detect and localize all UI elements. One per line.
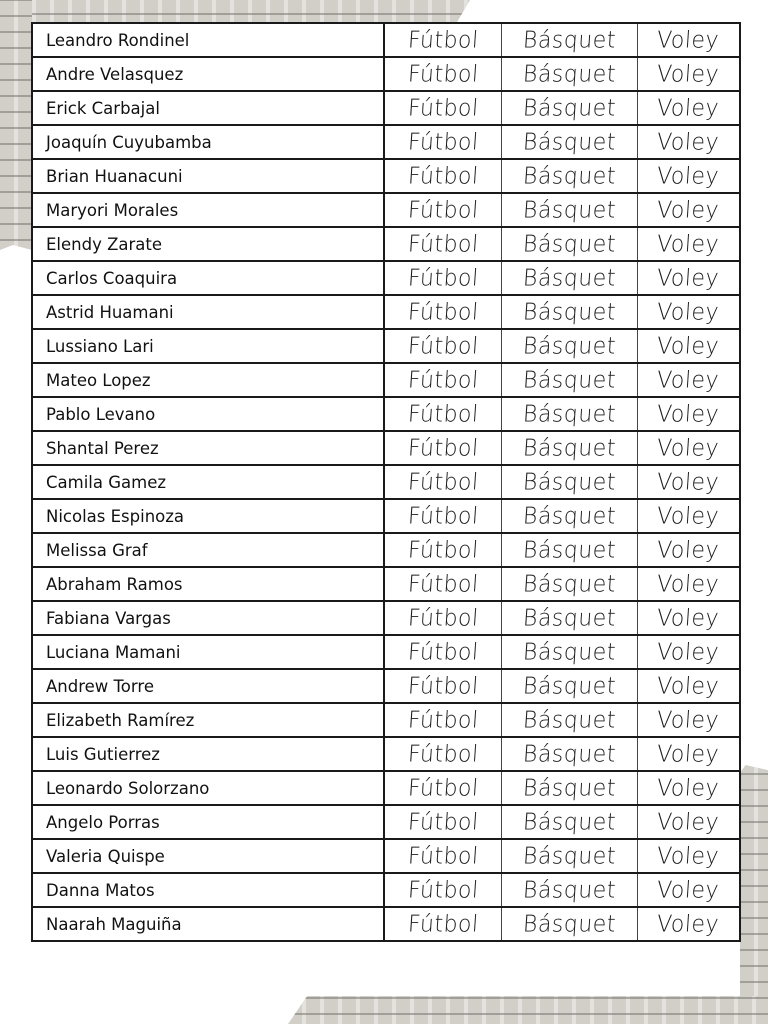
sport-option-basquet[interactable] <box>501 567 637 601</box>
sport-option-basquet[interactable] <box>501 397 637 431</box>
sport-option-voley[interactable] <box>637 805 740 839</box>
sport-label: Fútbol <box>406 60 479 88</box>
student-name: Melissa Graf <box>32 533 384 567</box>
sport-label: Fútbol <box>406 468 479 496</box>
table-row <box>32 499 740 533</box>
sport-label: Fútbol <box>406 264 479 292</box>
sport-label: Fútbol <box>406 400 479 428</box>
sport-option-basquet[interactable] <box>501 533 637 567</box>
sport-label: Básquet <box>521 604 617 632</box>
sport-label: Básquet <box>521 400 617 428</box>
table-row <box>32 193 740 227</box>
sport-label: Básquet <box>521 706 617 734</box>
sport-option-basquet[interactable] <box>501 499 637 533</box>
sport-option-futbol[interactable] <box>384 533 502 567</box>
sport-option-voley[interactable] <box>637 737 740 771</box>
sport-option-basquet[interactable] <box>501 227 637 261</box>
student-name: Luis Gutierrez <box>32 737 384 771</box>
table-row <box>32 329 740 363</box>
student-name: Maryori Morales <box>32 193 384 227</box>
sport-option-voley[interactable] <box>637 295 740 329</box>
sport-label: Fútbol <box>406 706 479 734</box>
sport-label: Fútbol <box>406 536 479 564</box>
student-name: Leonardo Solorzano <box>32 771 384 805</box>
student-name: Danna Matos <box>32 873 384 907</box>
sport-label: Básquet <box>521 366 617 394</box>
sport-label: Voley <box>656 400 721 428</box>
table-row <box>32 737 740 771</box>
sport-option-basquet[interactable] <box>501 363 637 397</box>
sport-label: Voley <box>656 298 721 326</box>
sport-option-voley[interactable] <box>637 907 740 941</box>
student-name: Lussiano Lari <box>32 329 384 363</box>
student-name: Camila Gamez <box>32 465 384 499</box>
sport-option-basquet[interactable] <box>501 431 637 465</box>
sport-label: Fútbol <box>406 196 479 224</box>
sport-option-basquet[interactable] <box>501 703 637 737</box>
table-row <box>32 295 740 329</box>
student-name: Naarah Maguiña <box>32 907 384 941</box>
sport-option-basquet[interactable] <box>501 737 637 771</box>
table-row <box>32 771 740 805</box>
sport-label: Fútbol <box>406 604 479 632</box>
sport-option-voley[interactable] <box>637 125 740 159</box>
student-name: Leandro Rondinel <box>32 23 384 57</box>
sport-option-futbol[interactable] <box>384 567 502 601</box>
table-row <box>32 635 740 669</box>
sport-label: Voley <box>656 706 721 734</box>
sport-option-voley[interactable] <box>637 159 740 193</box>
sport-label: Voley <box>656 570 721 598</box>
sport-label: Básquet <box>521 502 617 530</box>
sport-label: Fútbol <box>406 910 479 938</box>
student-name: Elizabeth Ramírez <box>32 703 384 737</box>
table-row <box>32 465 740 499</box>
sport-option-voley[interactable] <box>637 669 740 703</box>
table-row <box>32 431 740 465</box>
sport-label: Voley <box>656 876 721 904</box>
sport-option-voley[interactable] <box>637 193 740 227</box>
student-name: Elendy Zarate <box>32 227 384 261</box>
student-name: Fabiana Vargas <box>32 601 384 635</box>
sport-option-voley[interactable] <box>637 329 740 363</box>
sport-label: Fútbol <box>406 638 479 666</box>
sport-option-voley[interactable] <box>637 431 740 465</box>
sport-option-basquet[interactable] <box>501 23 637 57</box>
sport-option-basquet[interactable] <box>501 193 637 227</box>
sport-option-futbol[interactable] <box>384 601 502 635</box>
sport-option-futbol[interactable] <box>384 193 502 227</box>
sport-option-futbol[interactable] <box>384 261 502 295</box>
sport-label: Fútbol <box>406 26 479 54</box>
student-name: Valeria Quispe <box>32 839 384 873</box>
sport-option-basquet[interactable] <box>501 295 637 329</box>
sport-option-voley[interactable] <box>637 363 740 397</box>
stone-texture-right <box>740 765 768 1024</box>
sport-label: Básquet <box>521 536 617 564</box>
table-row <box>32 533 740 567</box>
sport-label: Fútbol <box>406 502 479 530</box>
sport-option-voley[interactable] <box>637 601 740 635</box>
student-name: Joaquín Cuyubamba <box>32 125 384 159</box>
sport-option-futbol[interactable] <box>384 669 502 703</box>
sport-option-futbol[interactable] <box>384 703 502 737</box>
sport-option-futbol[interactable] <box>384 839 502 873</box>
table-row <box>32 567 740 601</box>
sport-option-futbol[interactable] <box>384 57 502 91</box>
sport-option-basquet[interactable] <box>501 669 637 703</box>
sport-label: Básquet <box>521 808 617 836</box>
sport-option-futbol[interactable] <box>384 737 502 771</box>
sport-option-voley[interactable] <box>637 635 740 669</box>
sport-label: Voley <box>656 536 721 564</box>
sport-option-voley[interactable] <box>637 839 740 873</box>
sport-option-voley[interactable] <box>637 499 740 533</box>
sport-option-voley[interactable] <box>637 873 740 907</box>
sport-label: Fútbol <box>406 332 479 360</box>
stone-texture-bottom <box>288 996 768 1024</box>
sport-label: Básquet <box>521 638 617 666</box>
sport-label: Básquet <box>521 672 617 700</box>
sport-option-basquet[interactable] <box>501 329 637 363</box>
sport-option-futbol[interactable] <box>384 295 502 329</box>
table-row <box>32 839 740 873</box>
sport-option-basquet[interactable] <box>501 601 637 635</box>
table-row <box>32 669 740 703</box>
sport-option-voley[interactable] <box>637 567 740 601</box>
sport-option-futbol[interactable] <box>384 23 502 57</box>
sport-option-voley[interactable] <box>637 771 740 805</box>
sport-label: Fútbol <box>406 366 479 394</box>
student-name: Erick Carbajal <box>32 91 384 125</box>
sport-label: Básquet <box>521 740 617 768</box>
sport-option-futbol[interactable] <box>384 159 502 193</box>
sport-label: Básquet <box>521 774 617 802</box>
sport-option-futbol[interactable] <box>384 907 502 941</box>
sport-label: Fútbol <box>406 434 479 462</box>
sport-label: Básquet <box>521 434 617 462</box>
sport-option-futbol[interactable] <box>384 805 502 839</box>
student-name: Abraham Ramos <box>32 567 384 601</box>
sport-option-basquet[interactable] <box>501 771 637 805</box>
table-row <box>32 363 740 397</box>
sport-option-voley[interactable] <box>637 533 740 567</box>
sport-option-basquet[interactable] <box>501 125 637 159</box>
sport-label: Voley <box>656 366 721 394</box>
sport-label: Voley <box>656 774 721 802</box>
sport-label: Voley <box>656 264 721 292</box>
sport-label: Voley <box>656 94 721 122</box>
table-row <box>32 125 740 159</box>
sport-label: Voley <box>656 808 721 836</box>
table-row <box>32 261 740 295</box>
sport-option-basquet[interactable] <box>501 873 637 907</box>
stone-texture-top <box>0 0 470 24</box>
sport-option-voley[interactable] <box>637 91 740 125</box>
stone-texture-left <box>0 0 32 250</box>
sport-label: Voley <box>656 910 721 938</box>
sport-option-voley[interactable] <box>637 261 740 295</box>
sport-option-futbol[interactable] <box>384 635 502 669</box>
sport-option-voley[interactable] <box>637 23 740 57</box>
sport-label: Voley <box>656 842 721 870</box>
student-sports-table <box>31 22 741 942</box>
sport-option-futbol[interactable] <box>384 91 502 125</box>
sport-label: Voley <box>656 196 721 224</box>
table-row <box>32 907 740 941</box>
sport-label: Voley <box>656 332 721 360</box>
sport-label: Voley <box>656 604 721 632</box>
table-row <box>32 57 740 91</box>
sport-option-basquet[interactable] <box>501 57 637 91</box>
sport-option-futbol[interactable] <box>384 125 502 159</box>
sport-label: Básquet <box>521 910 617 938</box>
student-name: Pablo Levano <box>32 397 384 431</box>
sport-option-voley[interactable] <box>637 703 740 737</box>
sport-label: Fútbol <box>406 162 479 190</box>
sport-label: Básquet <box>521 230 617 258</box>
sport-option-futbol[interactable] <box>384 465 502 499</box>
sport-label: Voley <box>656 740 721 768</box>
sport-label: Básquet <box>521 570 617 598</box>
sport-label: Fútbol <box>406 298 479 326</box>
student-name: Angelo Porras <box>32 805 384 839</box>
sport-option-basquet[interactable] <box>501 91 637 125</box>
student-name: Brian Huanacuni <box>32 159 384 193</box>
sport-option-futbol[interactable] <box>384 431 502 465</box>
sport-option-basquet[interactable] <box>501 261 637 295</box>
sport-label: Fútbol <box>406 672 479 700</box>
sport-option-futbol[interactable] <box>384 397 502 431</box>
sport-label: Fútbol <box>406 94 479 122</box>
sport-label: Fútbol <box>406 570 479 598</box>
table-row <box>32 159 740 193</box>
student-name: Astrid Huamani <box>32 295 384 329</box>
sport-option-basquet[interactable] <box>501 159 637 193</box>
sport-label: Voley <box>656 162 721 190</box>
sport-label: Voley <box>656 638 721 666</box>
sport-option-basquet[interactable] <box>501 465 637 499</box>
sport-label: Básquet <box>521 26 617 54</box>
table-row <box>32 397 740 431</box>
sport-label: Básquet <box>521 332 617 360</box>
table-row <box>32 227 740 261</box>
student-name: Carlos Coaquira <box>32 261 384 295</box>
table-row <box>32 23 740 57</box>
sport-label: Básquet <box>521 842 617 870</box>
sport-option-futbol[interactable] <box>384 329 502 363</box>
sport-label: Voley <box>656 468 721 496</box>
sport-option-futbol[interactable] <box>384 499 502 533</box>
sport-label: Básquet <box>521 60 617 88</box>
student-name: Mateo Lopez <box>32 363 384 397</box>
sport-label: Fútbol <box>406 876 479 904</box>
sport-option-futbol[interactable] <box>384 873 502 907</box>
table-body <box>32 23 740 941</box>
sport-label: Voley <box>656 26 721 54</box>
table-row <box>32 873 740 907</box>
table-row <box>32 601 740 635</box>
student-name: Luciana Mamani <box>32 635 384 669</box>
sport-option-futbol[interactable] <box>384 363 502 397</box>
sport-option-basquet[interactable] <box>501 907 637 941</box>
sport-option-voley[interactable] <box>637 227 740 261</box>
sport-option-basquet[interactable] <box>501 805 637 839</box>
sport-label: Voley <box>656 434 721 462</box>
sport-option-futbol[interactable] <box>384 227 502 261</box>
sport-label: Básquet <box>521 264 617 292</box>
sport-label: Fútbol <box>406 128 479 156</box>
sport-option-voley[interactable] <box>637 465 740 499</box>
sport-label: Básquet <box>521 94 617 122</box>
table-row <box>32 91 740 125</box>
sport-label: Básquet <box>521 128 617 156</box>
sport-label: Fútbol <box>406 740 479 768</box>
student-name: Nicolas Espinoza <box>32 499 384 533</box>
sport-option-basquet[interactable] <box>501 839 637 873</box>
sport-label: Básquet <box>521 162 617 190</box>
sport-option-basquet[interactable] <box>501 635 637 669</box>
sport-label: Básquet <box>521 298 617 326</box>
sport-label: Básquet <box>521 468 617 496</box>
student-name: Andrew Torre <box>32 669 384 703</box>
sport-label: Voley <box>656 60 721 88</box>
sport-label: Fútbol <box>406 808 479 836</box>
student-name: Shantal Perez <box>32 431 384 465</box>
table-row <box>32 703 740 737</box>
sport-option-voley[interactable] <box>637 57 740 91</box>
table-row <box>32 805 740 839</box>
sport-option-futbol[interactable] <box>384 771 502 805</box>
sport-label: Voley <box>656 128 721 156</box>
sport-label: Fútbol <box>406 842 479 870</box>
sport-label: Voley <box>656 230 721 258</box>
sport-label: Básquet <box>521 876 617 904</box>
sport-label: Fútbol <box>406 774 479 802</box>
student-name: Andre Velasquez <box>32 57 384 91</box>
sport-label: Voley <box>656 672 721 700</box>
sport-label: Básquet <box>521 196 617 224</box>
sport-label: Voley <box>656 502 721 530</box>
sport-label: Fútbol <box>406 230 479 258</box>
sport-option-voley[interactable] <box>637 397 740 431</box>
